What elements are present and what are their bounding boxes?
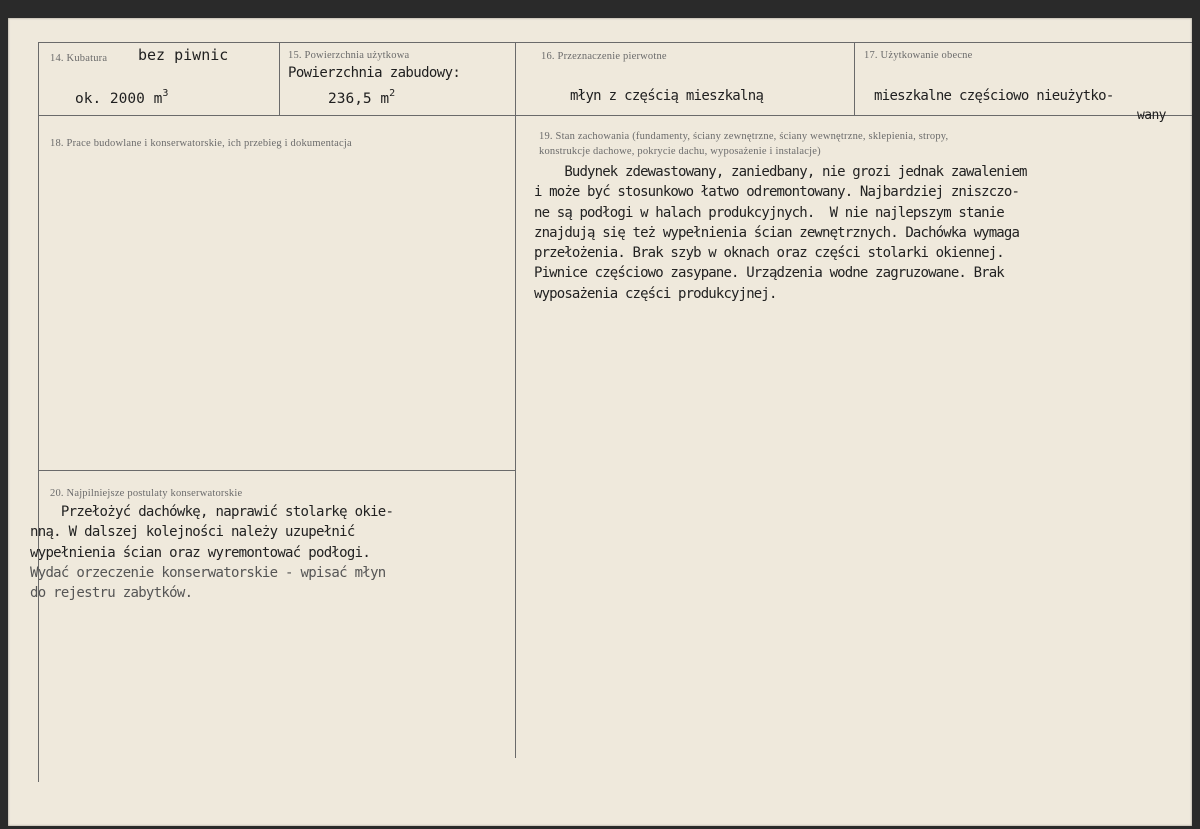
record-card [8, 18, 1192, 826]
field17-value-continuation: wany [1137, 108, 1166, 123]
field17-value: mieszkalne częściowo nieużytko- [874, 88, 1114, 104]
top-border [38, 42, 1192, 43]
left-border [38, 42, 39, 782]
section20-top-border [38, 470, 515, 471]
field15-label: 15. Powierzchnia użytkowa [288, 50, 410, 61]
field15-value [328, 88, 395, 107]
field19-text-line: wyposażenia części produkcyjnej. [534, 285, 777, 302]
field19-text-line: Budynek zdewastowany, zaniedbany, nie grozi jednak zawaleniem [534, 164, 1027, 180]
field20-text-line: Przełożyć dachówkę, naprawić stolarkę okie- [30, 504, 394, 520]
field14-value [75, 88, 168, 107]
row1-bottom-border [38, 115, 1192, 116]
divider-14-15 [279, 42, 280, 115]
field15-note: Powierzchnia zabudowy: [288, 65, 461, 81]
field14-value-text: ok. 2000 m [75, 91, 163, 107]
field19-text-line: i może być stosunkowo łatwo odremontowany. Najbardziej zniszczo- [534, 184, 1020, 201]
field20-text-line: nną. W dalszej kolejności należy uzupełnić [30, 524, 355, 541]
field15-value-text: 236,5 m [328, 91, 390, 107]
field20-text-line: Wydać orzeczenie konserwatorskie - wpisać młyn [30, 564, 386, 581]
field19-text-line: znajdują się też wypełnienia ścian zewnętrznych. Dachówka wymaga [534, 224, 1020, 241]
field19-text-line: Piwnice częściowo zasypane. Urządzenia wodne zagruzowane. Brak [534, 265, 1004, 282]
field15-unit-exponent: 2 [389, 88, 396, 99]
field19-label-line1: 19. Stan zachowania (fundamenty, ściany zewnętrzne, ściany wewnętrzne, sklepienia, stropy, [539, 131, 949, 142]
center-divider [515, 42, 516, 758]
field20-text-line: wypełnienia ścian oraz wyremontować podłogi. [30, 544, 371, 561]
field16-value: młyn z częścią mieszkalną [570, 88, 764, 104]
field20-text [30, 502, 393, 603]
field18-label: 18. Prace budowlane i konserwatorskie, ich przebieg i dokumentacja [50, 138, 352, 149]
field19-label-line2: konstrukcje dachowe, pokrycie dachu, wyposażenie i instalacje) [539, 146, 821, 157]
field20-label: 20. Najpilniejsze postulaty konserwatorskie [50, 488, 243, 499]
divider-16-17 [854, 42, 855, 115]
field14-label: 14. Kubatura [50, 53, 108, 64]
field19-text [534, 162, 1027, 304]
field14-unit-exponent: 3 [162, 88, 169, 99]
field16-label: 16. Przeznaczenie pierwotne [541, 51, 667, 62]
field17-label: 17. Użytkowanie obecne [864, 50, 973, 61]
field14-note: bez piwnic [138, 46, 229, 64]
field19-text-line: ne są podłogi w halach produkcyjnych. W nie najlepszym stanie [534, 204, 1004, 221]
field19-text-line: przełożenia. Brak szyb w oknach oraz części stolarki okiennej. [534, 245, 1004, 262]
field20-text-line: do rejestru zabytków. [30, 585, 193, 602]
